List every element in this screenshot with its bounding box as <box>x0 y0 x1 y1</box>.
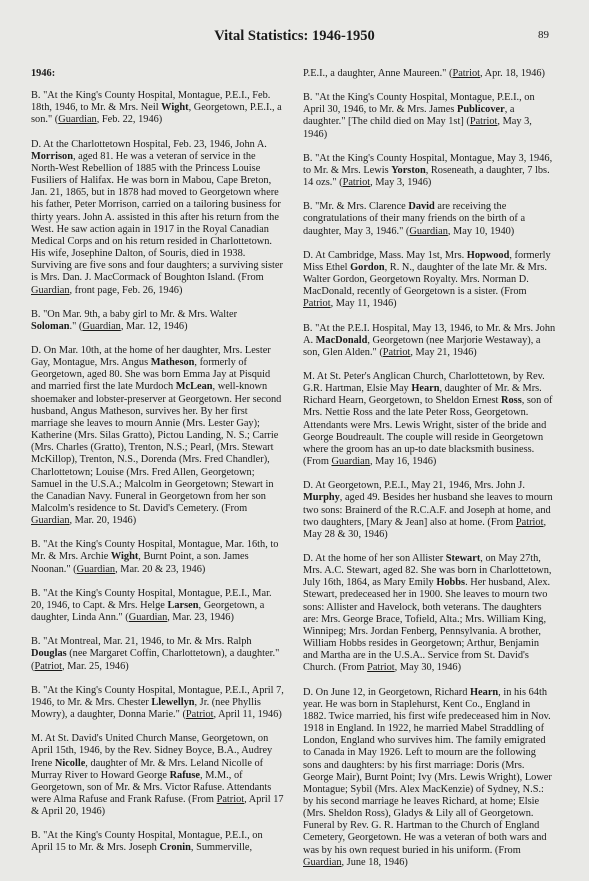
record-entry: D. At the Charlottetown Hospital, Feb. 23, 1946, John A. Morrison, aged 81. He was a veteran of service in the North-West Rebellion of 1885 with the Princess Louise Fusiliers of Halifax. He was born in Mabou, Cape Breton, Jan. 21, 1865, but in 1878 had moved to Georgetown where his father, Peter Morrison, carried on a tailoring business for thirty years. John A. assisted in this after his return from the West. He saw action again in 1917 in the Royal Canadian Medical Corps and on his return resided in Charlottetown. His wife, Josephine Dalton, of Souris, died in 1938. Surviving are five sons and four daughters; a surviving sister is Mrs. Dan. J. MacCormack of Boughton Island. (From Guardian, front page, Feb. 26, 1946) <box>31 138 283 296</box>
surname: Hopwood <box>466 249 510 261</box>
surname: Larsen <box>167 599 199 611</box>
record-entry: B. "At the King's County Hospital, Montague, Mar. 16th, to Mr. & Mrs. Archie Wight, Burnt Point, a son. James Noonan." (Guardian, Mar. 20 & 23, 1946) <box>31 539 279 575</box>
surname: MacDonald <box>315 334 368 346</box>
source-name: Guardian <box>82 320 121 332</box>
surname: Publicover <box>457 104 505 116</box>
record-entry: D. On Mar. 10th, at the home of her daughter, Mrs. Lester Gay, Montague, Mrs. Angus Matheson, formerly of Georgetown, aged 80. She was born Emma Jay at Pisquid and married first the late Murdoch McLean, well-known shoemaker and lobster-preserver at Georgetown. Her second husband, Angus Matheson, survives her. By her first marriage she leaves to mourn Annie (Mrs. Lester Gay); Katherine (Mrs. Silas Gratto), Pictou Landing, N. S.; Carrie (Mrs. Charles (Gratto), Trenton, N.S.; Pearl, (Mrs. Stewart McKillop), Trenton, N.S., Dorenda (Mrs. Fred Chandler), Charlottetown; Louise (Mrs. Fred Allen, Georgetown; Samuel in the U.S.A.; Malcolm in Georgetown; Stewart in the Canadian Navy. Funeral in Georgetown from her son Malcolm's residence to St. David's Cemetery. (From Guardian, Mar. 20, 1946) <box>31 344 282 527</box>
year-heading: 1946: <box>31 68 56 79</box>
surname: Yorston <box>391 164 426 176</box>
source-name: Guardian <box>31 284 70 296</box>
record-entry: D. On June 12, in Georgetown, Richard Hearn, in his 64th year. He was born in Staplehurst, Kent Co., England in 1882. Twice married, his first wife predeceased him in Nov. 1918 in England. In 1922, he married Mabel Straddling of London, England who survives him. The family emigrated to Canada in May 1926. Left to mourn are the following sons and daughters: by his first marriage: Doris (Mrs. George Mair), Burnt Point; Ivy (Mrs. Lewis Wright), Lower Montague; Sybil (Mrs. Alex MacKenzie) of Sydney, N.S.: by his second marriage he leaves Richard, at home; Elsie (Mrs. Sheldon Ross), Gladys & Lily all of Georgetown. Funeral by Rev. G. R. Hartman to the Church of England Cemetery, Georgetown. He was a veteran of both wars and was by his own request buried in his uniform. (From Guardian, June 18, 1946) <box>303 686 552 868</box>
source-name: Guardian <box>331 456 370 468</box>
record-entry: P.E.I., a daughter, Anne Maureen." (Patriot, Apr. 18, 1946) <box>303 68 545 79</box>
record-entry: B. "At Montreal, Mar. 21, 1946, to Mr. & Mrs. Ralph Douglas (nee Margaret Coffin, Charlottetown), a daughter." (Patriot, Mar. 25, 1946) <box>31 636 280 672</box>
record-entry: B. "At the King's County Hospital, Montague, P.E.I., Feb. 18th, 1946, to Mr. & Mrs. Neil Wight, Georgetown, P.E.I., a son." (Guardian, Feb. 22, 1946) <box>31 90 282 126</box>
record-entry: B. "Mr. & Mrs. Clarence David are receiving the congratulations of their many friends on the birth of a daughter, May 3, 1946." (Guardian, May 10, 1940) <box>303 201 526 237</box>
surname: Douglas <box>31 648 67 660</box>
source-name: Patriot <box>382 346 411 358</box>
surname: Wight <box>161 102 189 114</box>
surname: Hearn <box>470 686 499 698</box>
record-entry: M. At St. Peter's Anglican Church, Charlottetown, by Rev. G.R. Hartman, Elsie May Hearn, daughter of Mr. & Mrs. Richard Hearn, Georgetown, to Sheldon Ernest Ross, son of Mrs. Nettie Ross and the late Peter Ross, Georgetown. Attendants were Mrs. Lewis Wright, sister of the bride and George Boudreault. The couple will reside in Georgetown where the groom has an up-to date blacksmith business. (From Guardian, May 16, 1946) <box>303 370 553 468</box>
record-entry: B. "At the P.E.I. Hospital, May 13, 1946, to Mr. & Mrs. John A. MacDonald, Georgetown (nee Marjorie Westaway), a son, Glen Alden." (Patriot, May 21, 1946) <box>303 322 556 358</box>
record-entry: B. "At the King's County Hospital, Montague, P.E.I., April 7, 1946, to Mr. & Mrs. Chester Llewellyn, Jr. (nee Phyllis Mowry), a daughter, Donna Marie." (Patriot, April 11, 1946) <box>31 684 284 721</box>
source-name: Patriot <box>367 662 395 674</box>
surname: Gordon <box>350 261 385 273</box>
record-entry: B. "At the King's County Hospital, Montague, May 3, 1946, to Mr. & Mrs. Lewis Yorston, Roseneath, a daughter, 7 lbs. 14 ozs." (Patriot, May 3, 1946) <box>303 152 553 189</box>
record-entry: M. At St. David's United Church Manse, Georgetown, on April 15th, 1946, by the Rev. Sidney Boyce, B.A., Audrey Irene Nicolle, daughter of Mr. & Mrs. Leland Nicolle of Murray River to Howard George Rafuse, M.M., of Georgetown, son of Mr. & Mrs. Victor Rafuse. Attendants were Alma Rafuse and Frank Rafuse. (From Patriot, April 17 & April 20, 1946) <box>31 733 284 818</box>
source-name: Patriot <box>452 68 481 79</box>
right-column <box>303 68 556 881</box>
source-name: Patriot <box>185 709 214 721</box>
source-name: Guardian <box>303 856 342 868</box>
surname: Ross <box>501 395 522 407</box>
source-name: Patriot <box>469 116 498 128</box>
source-name: Patriot <box>303 298 331 310</box>
record-entry: B. "At the King's County Hospital, Montague, P.E.I., on April 30, 1946, to Mr. & Mrs. James Publicover, a daughter." [The child died on May 1st] (Patriot, May 3, 1946) <box>303 92 535 140</box>
source-name: Guardian <box>128 612 168 624</box>
surname: Hobbs <box>436 577 466 589</box>
surname: Morrison <box>31 150 73 162</box>
record-entry: D. At Georgetown, P.E.I., May 21, 1946, Mrs. John J. Murphy, aged 49. Besides her husband she leaves to mourn two sons: Brainerd of the R.C.A.F. and Joseph at home, and two daughters, [Mary & Jean] also at home. (From Patriot, May 28 & 30, 1946) <box>303 480 553 540</box>
surname: Murphy <box>303 492 340 504</box>
source-name: Guardian <box>58 114 97 126</box>
source-name: Guardian <box>31 515 70 527</box>
surname: Llewellyn <box>151 696 195 708</box>
source-name: Guardian <box>76 563 116 575</box>
surname: Matheson <box>150 357 195 369</box>
surname: McLean <box>175 381 213 393</box>
source-name: Patriot <box>34 660 63 672</box>
record-entry: B. "At the King's County Hospital, Montague, P.E.I., on April 15 to Mr. & Mrs. Joseph Cronin, Summerville, <box>31 830 263 854</box>
surname: David <box>408 201 435 213</box>
page-number: 89 <box>538 29 549 41</box>
source-name: Guardian <box>409 225 448 237</box>
source-name: Patriot <box>515 516 544 528</box>
surname: Nicolle <box>54 757 86 769</box>
surname: Wight <box>110 551 139 563</box>
record-entry: B. "At the King's County Hospital, Montague, P.E.I., Mar. 20, 1946, to Capt. & Mrs. Helge Larsen, Georgetown, a daughter, Linda Ann." (Guardian, Mar. 23, 1946) <box>31 587 272 624</box>
surname: Soloman <box>31 320 70 332</box>
surname: Rafuse <box>169 769 201 781</box>
surname: Cronin <box>159 842 191 854</box>
record-entry: D. At Cambridge, Mass. May 1st, Mrs. Hopwood, formerly Miss Ethel Gordon, R. N., daughter of the late Mr. & Mrs. Walter Gordon, Georgetown Royalty. Mrs. Norman D. MacDonald, recently of Georgetown is a sister. (From Patriot, May 11, 1946) <box>303 249 551 310</box>
left-column <box>31 68 284 867</box>
source-name: Patriot <box>216 793 245 805</box>
page-title: Vital Statistics: 1946-1950 <box>214 28 375 44</box>
source-name: Patriot <box>342 177 371 189</box>
surname: Hearn <box>411 383 440 395</box>
surname: Stewart <box>445 553 481 564</box>
record-entry: D. At the home of her son Allister Stewart, on May 27th, Mrs. A.C. Stewart, aged 82. She was born in Charlottetown, July 16th, 1864, as Mary Emily Hobbs. Her husband, Alex. Stewart, predeceased her in 1900. She leaves to mourn two sons: Allister and Havelock, both veterans. The daughters are: Mrs. George Brace, Tofield, Alta.; Mrs. William King, Winnipeg; Mrs. Jordan Fenberg, Pennsylvania. A brother, William Hobbs resides in Georgetown; Arthur, Benjamin and Martha are in the U.S.A.. Service from St. David's Church. (From Patriot, May 30, 1946) <box>303 553 552 674</box>
page-header <box>0 28 589 48</box>
record-entry: B. "On Mar. 9th, a baby girl to Mr. & Mrs. Walter Soloman." (Guardian, Mar. 12, 1946) <box>31 308 238 332</box>
